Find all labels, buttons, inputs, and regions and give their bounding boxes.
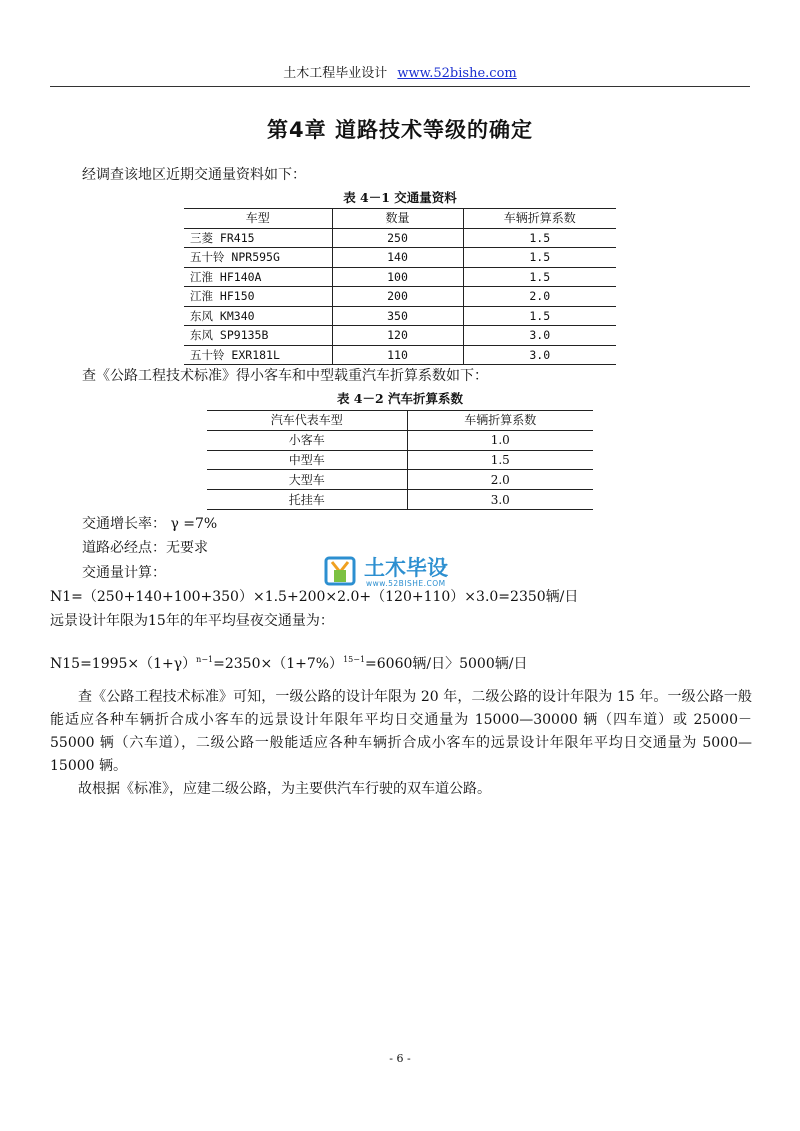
table1-caption: 表 4－1 交通量资料 bbox=[343, 190, 457, 205]
conclusion-paragraph: 故根据《标准》，应建二级公路，为主要供汽车行驶的双车道公路。 bbox=[78, 781, 491, 797]
via-point-text: 道路必经点：无要求 bbox=[82, 540, 208, 556]
watermark-text: 土木毕设 bbox=[364, 556, 448, 580]
header-link[interactable]: www.52bishe.com bbox=[397, 66, 517, 81]
volume-calc-label: 交通量计算： bbox=[82, 565, 166, 581]
header-title: 土木工程毕业设计 bbox=[283, 66, 388, 81]
table-row bbox=[207, 450, 593, 470]
table-header-cell: 车辆折算系数 bbox=[407, 411, 593, 431]
quantity-cell: 120 bbox=[332, 326, 463, 346]
page-header bbox=[50, 66, 750, 87]
n15-exponent-2: 15−1 bbox=[343, 655, 366, 664]
factor-cell: 2.0 bbox=[407, 470, 593, 490]
table-row bbox=[184, 306, 616, 326]
quantity-cell: 350 bbox=[332, 306, 463, 326]
n1-formula: N1=（250+140+100+350）×1.5+200×2.0+（120+110）×3.0=2350辆/日 bbox=[50, 589, 579, 605]
book-icon bbox=[326, 558, 354, 584]
vehicle-type-cell: 中型车 bbox=[207, 450, 407, 470]
table-row bbox=[184, 326, 616, 346]
vehicle-model-cell: 江淮 HF140A bbox=[184, 267, 332, 287]
quantity-cell: 200 bbox=[332, 287, 463, 307]
page-number: - 6 - bbox=[389, 1052, 411, 1065]
watermark-url: www.52BISHE.COM bbox=[366, 579, 446, 588]
table-header-cell: 车型 bbox=[184, 209, 332, 229]
table-row bbox=[207, 490, 593, 510]
quantity-cell: 140 bbox=[332, 248, 463, 268]
table-header-row bbox=[207, 411, 593, 431]
vehicle-model-cell: 东风 KM340 bbox=[184, 306, 332, 326]
quantity-cell: 100 bbox=[332, 267, 463, 287]
factor-cell: 3.0 bbox=[463, 345, 616, 365]
future-volume-label: 远景设计年限为15年的年平均昼夜交通量为： bbox=[50, 613, 334, 629]
vehicle-model-cell: 五十铃 NPR595G bbox=[184, 248, 332, 268]
factor-cell: 1.5 bbox=[463, 248, 616, 268]
vehicle-model-cell: 东风 SP9135B bbox=[184, 326, 332, 346]
factor-cell: 1.5 bbox=[407, 450, 593, 470]
table-row bbox=[184, 345, 616, 365]
intro-text: 经调查该地区近期交通量资料如下： bbox=[82, 167, 306, 183]
standard-paragraph: 查《公路工程技术标准》可知，一级公路的设计年限为 20 年，二级公路的设计年限为 15 年。一级公路一般能适应各种车辆折合成小客车的远景设计年限年平均日交通量为 15000—30000 辆（四车道）或 25000－55000 辆（六车道），二级公路一般能适应各种车辆折合成小客车的远景设计年限年平均日交通量为 5000—15000 辆。 bbox=[50, 689, 752, 774]
conversion-factor-table bbox=[207, 410, 593, 510]
table-header-cell: 数量 bbox=[332, 209, 463, 229]
table-header-row bbox=[184, 209, 616, 229]
vehicle-model-cell: 三菱 FR415 bbox=[190, 230, 255, 245]
table-header-cell: 车辆折算系数 bbox=[463, 209, 616, 229]
table-row bbox=[207, 430, 593, 450]
factor-cell: 1.5 bbox=[463, 306, 616, 326]
n15-formula bbox=[50, 650, 527, 674]
n15-exponent-1: n−1 bbox=[196, 655, 214, 664]
vehicle-type-cell: 托挂车 bbox=[207, 490, 407, 510]
table2-caption: 表 4－2 汽车折算系数 bbox=[336, 391, 464, 406]
traffic-volume-table bbox=[184, 208, 616, 365]
standard-lookup-text: 查《公路工程技术标准》得小客车和中型载重汽车折算系数如下： bbox=[82, 368, 488, 384]
vehicle-type-cell: 大型车 bbox=[207, 470, 407, 490]
factor-cell: 3.0 bbox=[407, 490, 593, 510]
factor-cell: 1.0 bbox=[407, 430, 593, 450]
factor-cell: 1.5 bbox=[463, 267, 616, 287]
n15-mid: =2350×（1+7%） bbox=[213, 656, 344, 672]
table-header-cell: 汽车代表车型 bbox=[207, 411, 407, 431]
n15-right: =6060辆/日〉5000辆/日 bbox=[365, 656, 528, 672]
factor-cell: 2.0 bbox=[463, 287, 616, 307]
vehicle-model-cell: 五十铃 EXR181L bbox=[184, 345, 332, 365]
quantity-cell: 110 bbox=[332, 345, 463, 365]
factor-cell: 3.0 bbox=[463, 326, 616, 346]
table-row bbox=[184, 228, 616, 248]
n15-left: N15=1995×（1+γ） bbox=[50, 656, 197, 672]
chapter-title: 第4章 道路技术等级的确定 bbox=[267, 118, 533, 142]
growth-rate-text: 交通增长率： γ =7% bbox=[82, 516, 218, 532]
watermark-logo bbox=[322, 550, 482, 590]
factor-cell: 1.5 bbox=[463, 228, 616, 248]
quantity-cell: 250 bbox=[332, 228, 463, 248]
vehicle-type-cell: 小客车 bbox=[288, 433, 325, 448]
table-row bbox=[184, 248, 616, 268]
table-row bbox=[184, 287, 616, 307]
table-row bbox=[207, 470, 593, 490]
vehicle-model-cell: 江淮 HF150 bbox=[184, 287, 332, 307]
table-row bbox=[184, 267, 616, 287]
